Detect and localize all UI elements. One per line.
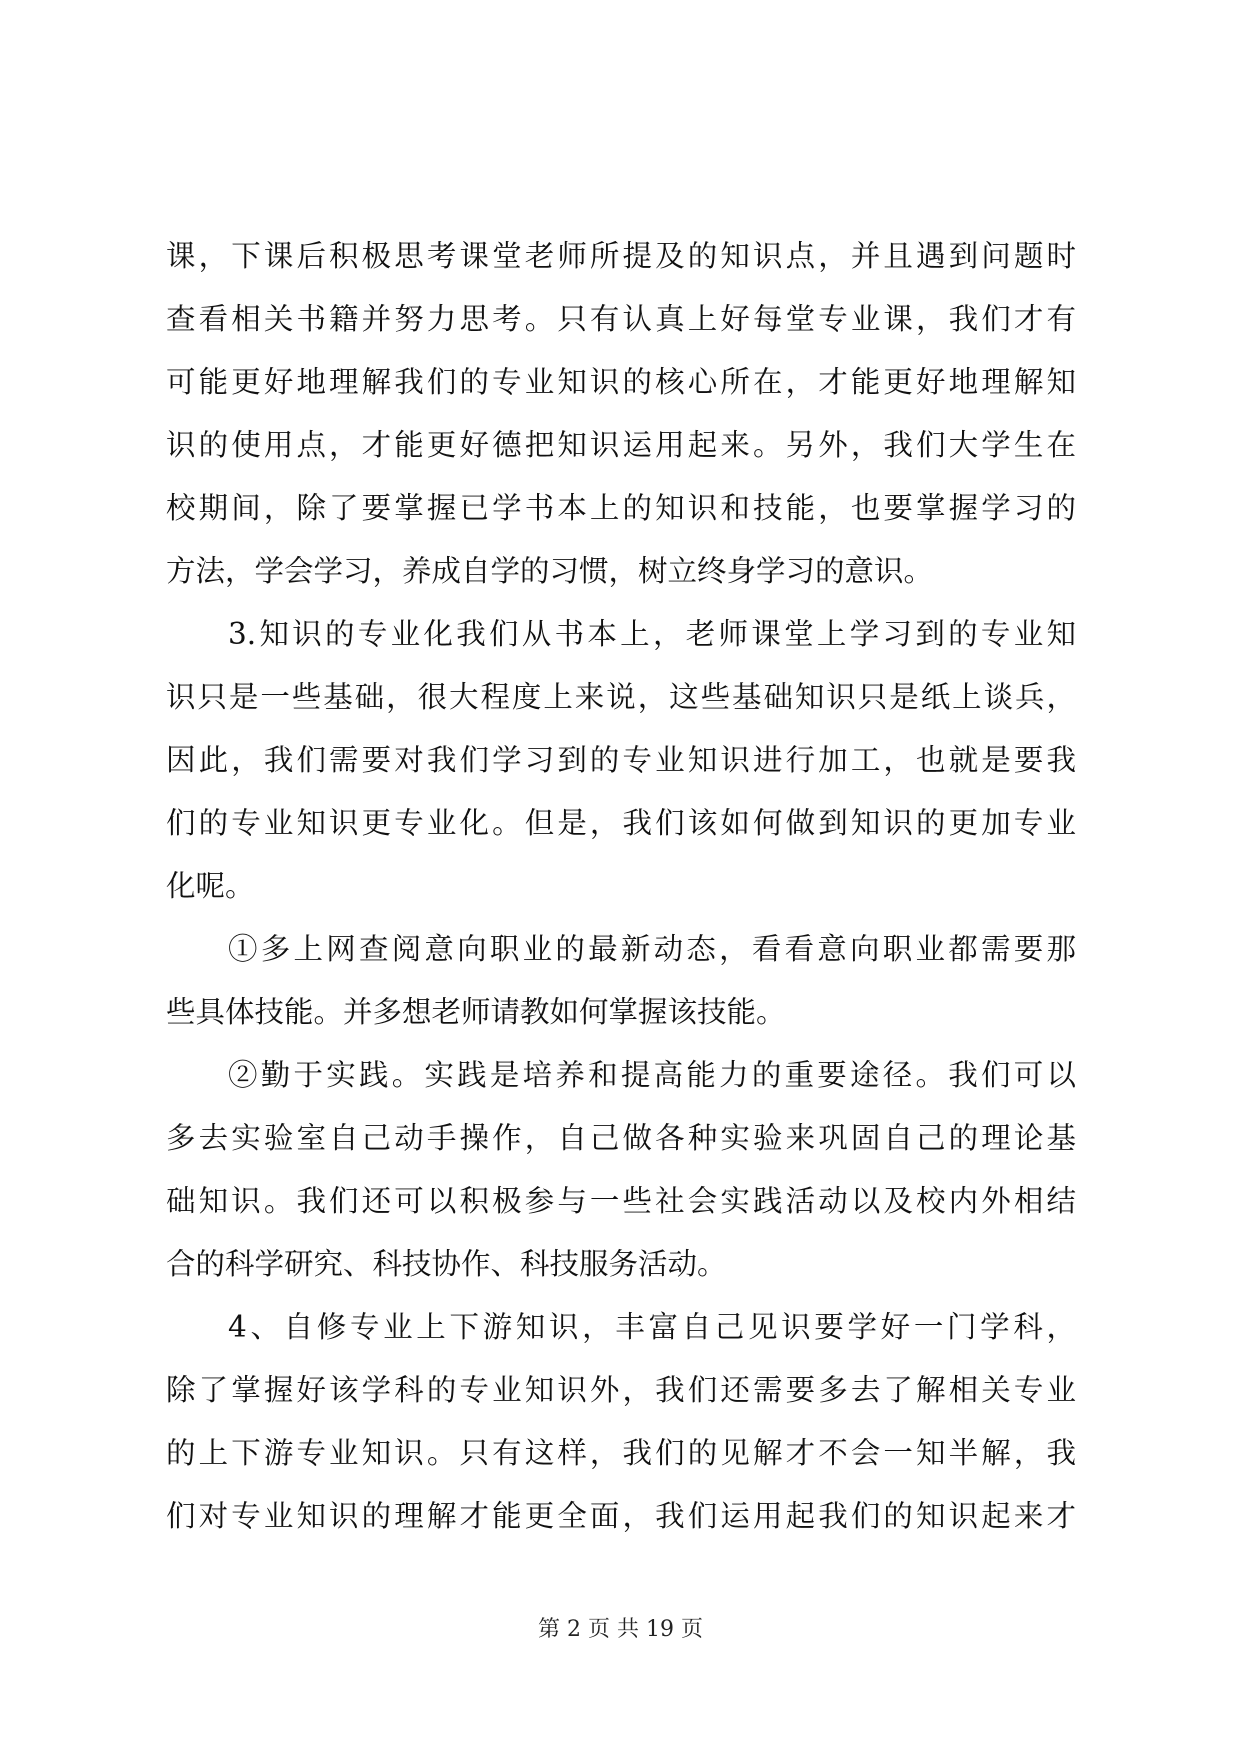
text-line: 们的专业知识更专业化。但是，我们该如何做到知识的更加专业	[166, 806, 1076, 840]
text-line: 些具体技能。并多想老师请教如何掌握该技能。	[166, 995, 786, 1029]
page-number-footer: 第 2 页 共 19 页	[538, 1617, 703, 1642]
text-line: 的上下游专业知识。只有这样，我们的见解才不会一知半解，我	[166, 1436, 1076, 1470]
text-line: ②勤于实践。实践是培养和提高能力的重要途径。我们可以	[228, 1058, 1076, 1092]
text-line: 合的科学研究、科技协作、科技服务活动。	[166, 1247, 727, 1281]
text-line: 校期间，除了要掌握已学书本上的知识和技能，也要掌握学习的	[166, 491, 1076, 525]
text-line: 化呢。	[166, 869, 255, 903]
text-line: 识只是一些基础，很大程度上来说，这些基础知识只是纸上谈兵，	[166, 680, 1076, 714]
text-line: 3.知识的专业化我们从书本上，老师课堂上学习到的专业知	[228, 617, 1076, 651]
text-line: 除了掌握好该学科的专业知识外，我们还需要多去了解相关专业	[166, 1373, 1076, 1407]
text-line: 础知识。我们还可以积极参与一些社会实践活动以及校内外相结	[166, 1184, 1076, 1218]
text-line: 们对专业知识的理解才能更全面，我们运用起我们的知识起来才	[166, 1499, 1076, 1533]
text-line: 识的使用点，才能更好德把知识运用起来。另外，我们大学生在	[166, 428, 1076, 462]
text-line: 查看相关书籍并努力思考。只有认真上好每堂专业课，我们才有	[166, 302, 1076, 336]
text-line: 方法，学会学习，养成自学的习惯，树立终身学习的意识。	[166, 554, 934, 588]
body-text	[166, 225, 1076, 1548]
text-line: 课，下课后积极思考课堂老师所提及的知识点，并且遇到问题时	[166, 239, 1076, 273]
text-line: ①多上网查阅意向职业的最新动态，看看意向职业都需要那	[228, 932, 1076, 966]
text-line: 可能更好地理解我们的专业知识的核心所在，才能更好地理解知	[166, 365, 1076, 399]
text-line: 因此，我们需要对我们学习到的专业知识进行加工，也就是要我	[166, 743, 1076, 777]
text-line: 多去实验室自己动手操作，自己做各种实验来巩固自己的理论基	[166, 1121, 1076, 1155]
text-line: 4、自修专业上下游知识，丰富自己见识要学好一门学科，	[228, 1310, 1076, 1344]
